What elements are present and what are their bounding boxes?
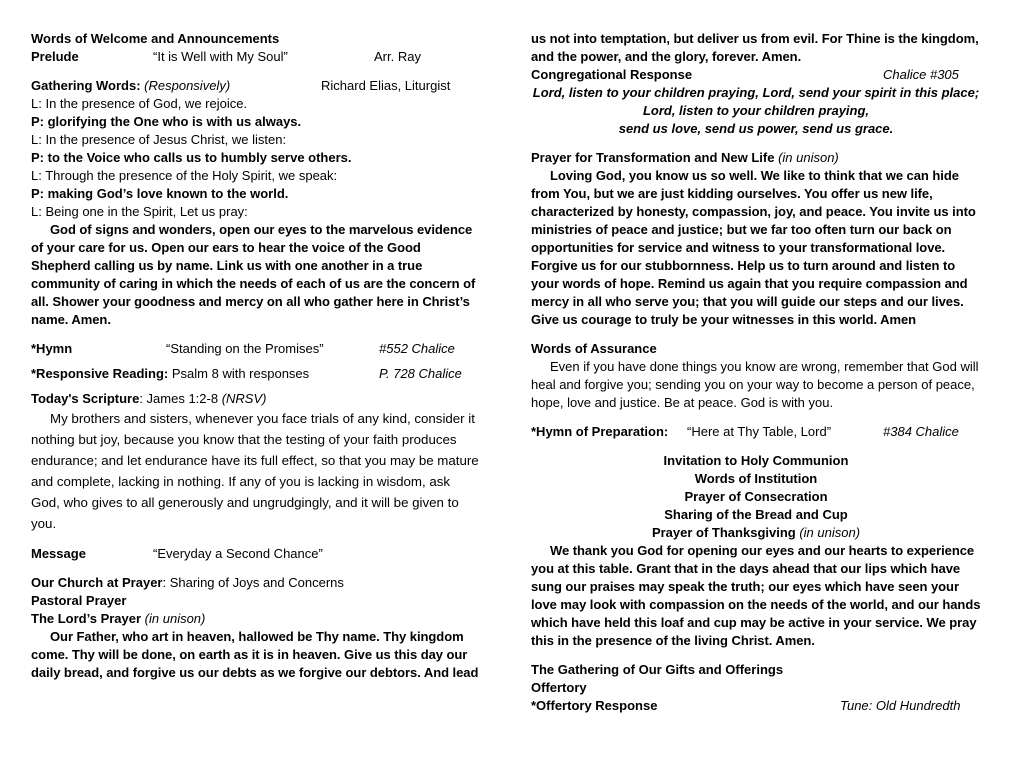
prelude-line: [31, 48, 481, 66]
response-line-2: Lord, listen to your children praying,: [642, 103, 870, 118]
gathering-mode: (Responsively): [144, 78, 231, 93]
lords-prayer-text: Our Father, who art in heaven, hallowed be Thy name. Thy kingdom come. Thy will be done, on earth as it is in heaven. Give us this day our daily bread, and forgive us our debts as we forgive our debtors. And lead: [31, 629, 479, 680]
transformation-label: Prayer for Transformation and New Life: [531, 150, 779, 165]
communion-line-3: Prayer of Consecration: [684, 489, 828, 504]
hymn-title: “Standing on the Promises”: [166, 341, 324, 356]
left-column: [31, 30, 481, 682]
pastoral-prayer: Pastoral Prayer: [31, 593, 127, 608]
lords-prayer-label: The Lord’s Prayer: [31, 611, 145, 626]
scripture-heading: [31, 390, 481, 408]
assurance-heading: Words of Assurance: [531, 341, 657, 356]
church-prayer-line: [31, 574, 481, 592]
scripture-text: My brothers and sisters, whenever you face trials of any kind, consider it nothing but joy, because you know that the testing of your faith produces endurance; and let endurance have its full effect, so that you may be mature and complete, lacking in nothing. If any of you is lacking in wisdom, ask God, who gives to all generously and ungrudgingly, and it will be given to you.: [31, 411, 479, 531]
right-column: [531, 30, 981, 715]
responsive-reading-line: [31, 365, 481, 383]
opening-prayer: God of signs and wonders, open our eyes to the marvelous evidence of your care for us. Open our ears to hear the voice of the Good Shepherd calling us by name. Link us with one another in a true community of caring in which the needs of each of us are the concern of all. Shower your goodness and mercy on all who gather here in Christ’s name. Amen.: [31, 222, 476, 327]
responsive-reading-page: P. 728 Chalice: [379, 366, 462, 381]
gathering-words-line: [31, 77, 481, 95]
prelude-credit: Arr. Ray: [374, 49, 421, 64]
thanksgiving-heading: [531, 524, 981, 542]
prep-hymn-number: #384 Chalice: [883, 424, 959, 439]
congregational-response-line: [531, 66, 981, 84]
hymn-number: #552 Chalice: [379, 341, 455, 356]
scripture-label: Today's Scripture: [31, 391, 140, 406]
lords-prayer-continued: us not into temptation, but deliver us from evil. For Thine is the kingdom, and the power, and the glory, forever. Amen.: [531, 31, 979, 64]
response-line-3: send us love, send us power, send us grace.: [618, 121, 894, 136]
welcome-heading: Words of Welcome and Announcements: [31, 31, 280, 46]
congregational-ref: Chalice #305: [883, 67, 959, 82]
message-line: [31, 545, 481, 563]
scripture-ref: : James 1:2-8: [139, 391, 222, 406]
offertory-response-line: [531, 697, 981, 715]
litany-line-6: P: making God’s love known to the world.: [31, 186, 289, 201]
prelude-label: Prelude: [31, 49, 79, 64]
thanksgiving-text: We thank you God for opening our eyes and our hearts to experience you at this table. Grant that in the days ahead that our lips which have sung our praises may speak the truth; our eyes which have seen your love may look with compassion on the needs of the world, and our hands which have held this loaf and cup may be active in your service. We pray this in the presence of the living Christ. Amen.: [531, 543, 981, 648]
message-label: Message: [31, 546, 86, 561]
gathering-gifts-heading: The Gathering of Our Gifts and Offerings: [531, 662, 784, 677]
litany-line-2: P: glorifying the One who is with us always.: [31, 114, 302, 129]
transformation-heading: [531, 149, 981, 167]
congregational-label: Congregational Response: [531, 67, 693, 82]
transformation-text: Loving God, you know us so well. We like to think that we can hide from You, but we are just kidding ourselves. You offer us new life, characterized by honesty, compassion, joy, and peace. You invite us into ministries of peace and justice; but we far too often turn our back on opportunities for service and witness to your transformational love. Forgive us for our stubbornness. Help us to turn around and listen to your words of hope. Remind us again that you require compassion and mercy in all who serve you; that you will guide our steps and our lives. Give us courage to truly be your witnesses in this world. Amen: [531, 168, 976, 327]
prelude-title: “It is Well with My Soul”: [153, 49, 288, 64]
message-title: “Everyday a Second Chance”: [153, 546, 323, 561]
scripture-version: (NRSV): [221, 391, 267, 406]
hymn-line: [31, 340, 481, 358]
lords-prayer-heading: [31, 610, 481, 628]
lords-prayer-mode: (in unison): [144, 611, 206, 626]
litany-line-4: P: to the Voice who calls us to humbly serve others.: [31, 150, 352, 165]
gathering-label: Gathering Words:: [31, 78, 141, 93]
assurance-text: Even if you have done things you know are wrong, remember that God will heal and forgive you; sending you on your way to become a person of peace, hope, love and justice. Be at peace. God is with you.: [531, 359, 979, 410]
hymn-label: *Hymn: [31, 341, 73, 356]
communion-line-1: Invitation to Holy Communion: [663, 453, 849, 468]
prep-hymn-line: [531, 423, 981, 441]
prep-hymn-title: “Here at Thy Table, Lord”: [687, 424, 832, 439]
prep-hymn-label: *Hymn of Preparation:: [531, 424, 669, 439]
litany-line-5: L: Through the presence of the Holy Spirit, we speak:: [31, 168, 338, 183]
church-prayer-label: Our Church at Prayer: [31, 575, 163, 590]
communion-line-2: Words of Institution: [694, 471, 818, 486]
offertory-heading: Offertory: [531, 680, 587, 695]
responsive-reading-label: *Responsive Reading:: [31, 366, 169, 381]
church-prayer-text: : Sharing of Joys and Concerns: [162, 575, 344, 590]
communion-line-4: Sharing of the Bread and Cup: [664, 507, 848, 522]
thanksgiving-label: Prayer of Thanksgiving: [651, 525, 800, 540]
thanksgiving-mode: (in unison): [799, 525, 861, 540]
offertory-tune: Tune: Old Hundredth: [840, 698, 961, 713]
litany-line-7: L: Being one in the Spirit, Let us pray:: [31, 204, 248, 219]
responsive-reading-text: Psalm 8 with responses: [168, 366, 310, 381]
offertory-response-label: *Offertory Response: [531, 698, 658, 713]
litany-line-3: L: In the presence of Jesus Christ, we listen:: [31, 132, 287, 147]
response-line-1: Lord, listen to your children praying, Lord, send your spirit in this place;: [532, 85, 980, 100]
transformation-mode: (in unison): [778, 150, 839, 165]
gathering-credit: Richard Elias, Liturgist: [321, 78, 451, 93]
litany-line-1: L: In the presence of God, we rejoice.: [31, 96, 248, 111]
